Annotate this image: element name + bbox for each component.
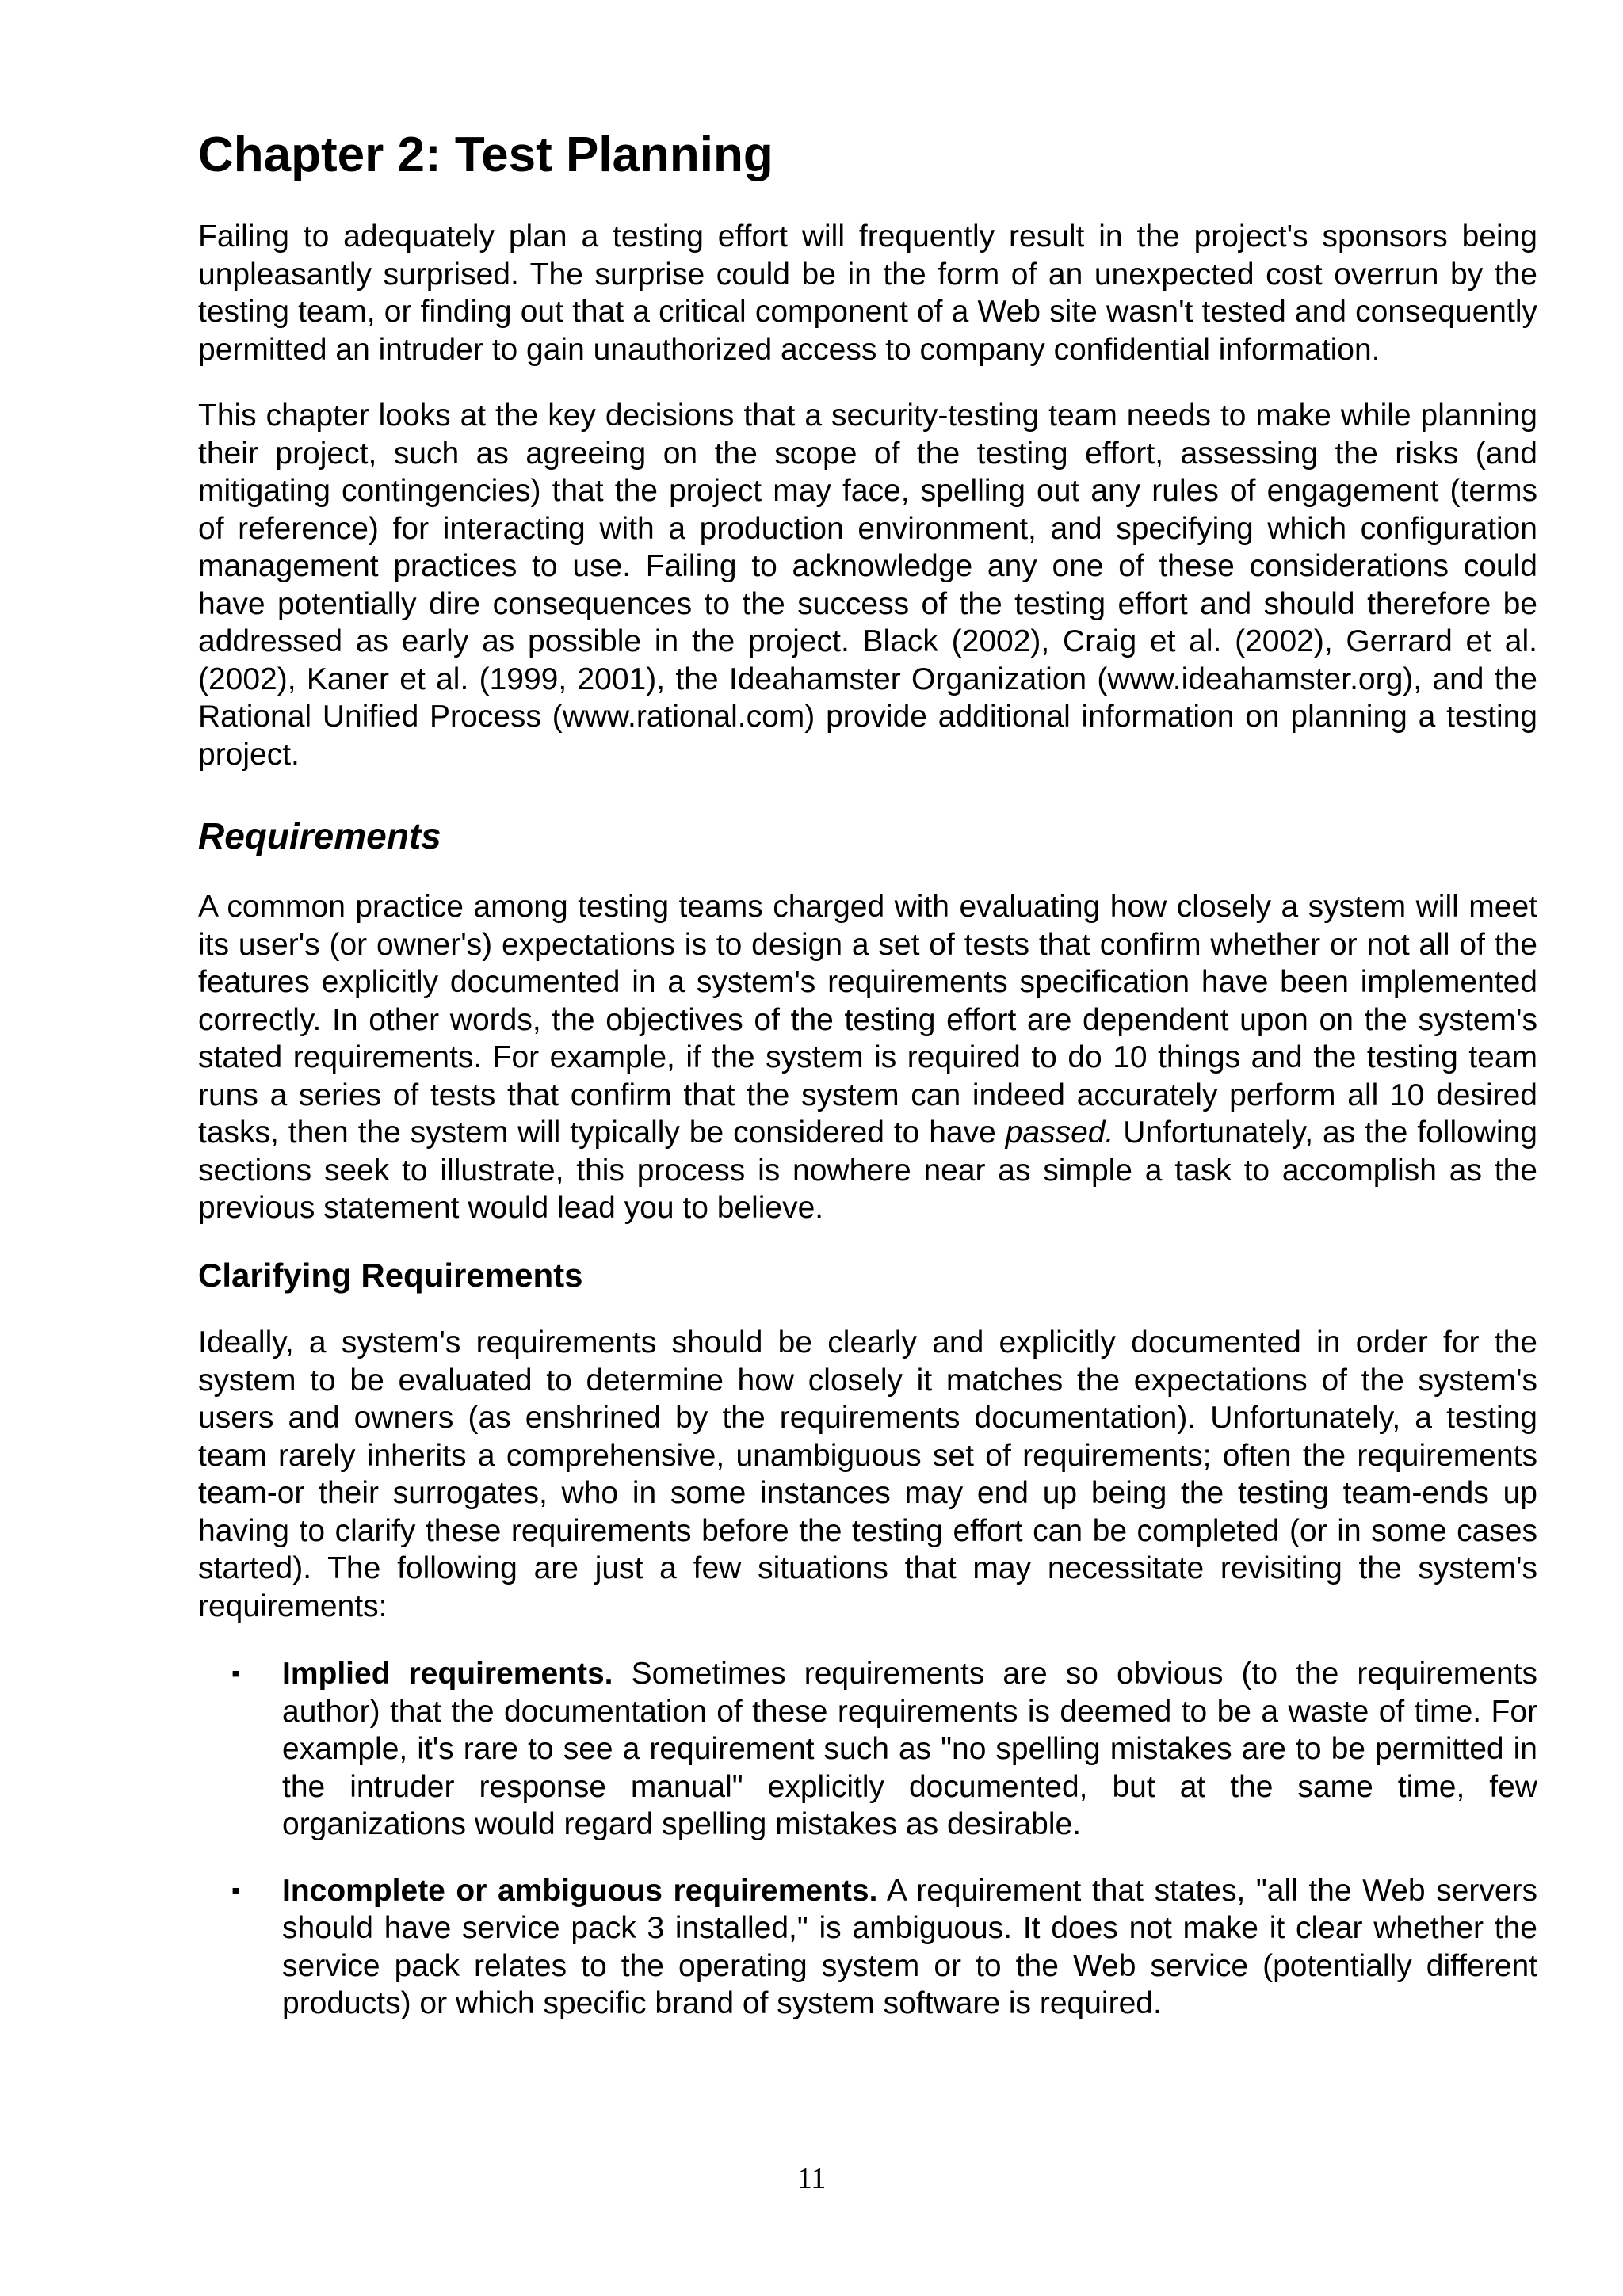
document-page: [198, 127, 1537, 2051]
bullet-lead: Incomplete or ambiguous requirements.: [282, 1873, 878, 1908]
bullet-lead: Implied requirements.: [282, 1657, 613, 1691]
intro-paragraph-1: Failing to adequately plan a testing effort will frequently result in the project's sponsors being unpleasantly surprised. The surprise could be in the form of an unexpected cost overrun by the testing team, or finding out that a critical component of a Web site wasn't tested and consequently permitted an intruder to gain unauthorized access to company confidential information.: [198, 219, 1537, 367]
square-bullet-icon: ▪: [231, 1877, 240, 1904]
requirements-text-after: Unfortunately, as the following sections seek to illustrate, this process is nowhere near as simple a task to accomplish as the previous statement would lead you to believe.: [198, 1116, 1538, 1226]
bullet-text: Sometimes requirements are so obvious (to the requirements author) that the documentation of these requirements is deemed to be a waste of time. For example, it's rare to see a requirement such as "no spelling mistakes are to be permitted in the intruder response manual" explicitly documented, but at the same time, few organizations would regard spelling mistakes as desirable.: [282, 1657, 1538, 1842]
square-bullet-icon: ▪: [231, 1661, 240, 1688]
intro-paragraph-2: This chapter looks at the key decisions that a security-testing team needs to make while planning their project, such as agreeing on the scope of the testing effort, assessing the risks (and mitigating contingencies) that the project may face, spelling out any rules of engagement (terms of reference) for interacting with a production environment, and specifying which configuration management practices to use. Failing to acknowledge any one of these considerations could have potentially dire consequences to the success of the testing effort and should therefore be addressed as early as possible in the project. Black (2002), Craig et al. (2002), Gerrard et al. (2002), Kaner et al. (1999, 2001), the Ideahamster Organization (www.ideahamster.org), and the Rational Unified Process (www.rational.com) provide additional information on planning a testing project.: [198, 399, 1537, 772]
bullet-text: A requirement that states, "all the Web servers should have service pack 3 installed," is ambiguous. It does not make it clear whether the service pack relates to the operating system or to the Web service (potentially different products) or which specific brand of system software is required.: [282, 1873, 1537, 2021]
requirements-text-before: A common practice among testing teams charged with evaluating how closely a system will meet its user's (or owner's) expectations is to design a set of tests that confirm whether or not all of the features explicitly documented in a system's requirements specification have been implemented correctly. In other words, the objectives of the testing effort are dependent upon on the system's stated requirements. For example, if the system is required to do 10 things and the testing team runs a series of tests that confirm that the system can indeed accurately perform all 10 desired tasks, then the system will typically be considered to have: [198, 890, 1537, 1150]
requirements-heading: Requirements: [198, 815, 441, 857]
clarifying-paragraph: Ideally, a system's requirements should be clearly and explicitly documented in order for the system to be evaluated to determine how closely it matches the expectations of the system's users and owners (as enshrined by the requirements documentation). Unfortunately, a testing team rarely inherits a comprehensive, unambiguous set of requirements; often the requirements team-or their surrogates, who in some instances may end up being the testing team-ends up having to clarify these requirements before the testing effort can be completed (or in some cases started). The following are just a few situations that may necessitate revisiting the system's requirements:: [198, 1325, 1537, 1623]
requirements-bullet-list: [198, 1655, 1537, 2023]
passed-emphasis: passed.: [1005, 1116, 1114, 1150]
list-item: [198, 1872, 1537, 2023]
requirements-paragraph: [198, 888, 1537, 1227]
chapter-title: Chapter 2: Test Planning: [198, 128, 773, 182]
list-item: [198, 1655, 1537, 1844]
page-number: 11: [796, 2162, 827, 2195]
clarifying-requirements-heading: Clarifying Requirements: [198, 1256, 583, 1294]
